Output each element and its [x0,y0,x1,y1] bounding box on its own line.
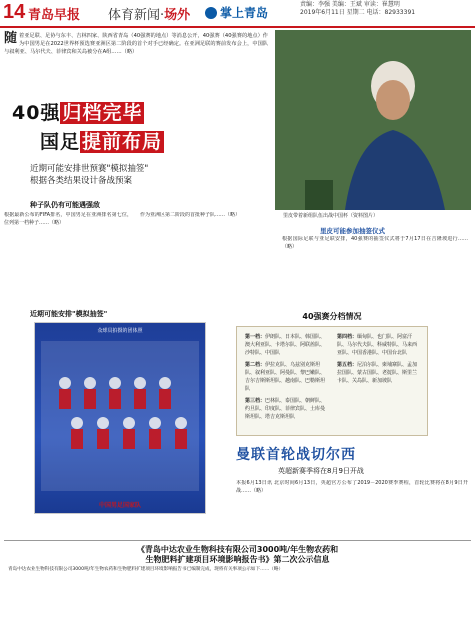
team-photo [34,322,206,514]
tier-list-left [245,333,329,421]
tier-list-right [337,333,421,385]
app-brand: 掌上青岛 [205,4,268,21]
manutd-subhead: 英超新赛季将在8月9日开战 [278,467,364,475]
section-heading: 里皮可能参加抽签仪式 [320,227,385,235]
notice-body: 青岛中达农业生物科技有限公司3000吨/年生物农药和生物肥料扩建项目环境影响报告书已编制完成，现将有关事项公示如下……（略） [8,567,284,572]
tier-item: 第五档：尼泊尔队、柬埔寨队、孟加拉国队、蒙古国队、老挝队、斯里兰卡队、关岛队、新加坡队 [337,362,418,384]
team-photo-bottom-label: 中国男足国家队 [98,502,141,509]
team-photo-top-label: 众球员拍摄的团体照 [97,328,143,334]
photo-caption: 里皮带着新组队伍出战中国杯（资料图片） [283,213,379,219]
tier-schedule-box [236,312,428,436]
public-notice [4,540,471,619]
schedule-title: 40强赛分档情况 [302,312,362,321]
editor-info: 责编：李强 美编：王斌 审读：崔慧明 2019年6月11日 星期二 电话：82933391 [300,1,416,16]
tier-item: 第四档：缅甸队、也门队、阿富汗队、马尔代夫队、科威特队、马来西亚队、中国香港队、中国台北队 [337,334,418,356]
lippi-photo [275,30,471,210]
lead-paragraph: 随 着亚足联、足协与东丰、吉林四家、陕西省青岛（40强赛的地点）等消息公开，40强赛（40强赛的地点）作为中国男足在2022世界杯预选赛亚洲区第二阶段的首个对手已经确定。在亚洲足联的赛前发布会上，中国队与叙利亚、马尔代夫、菲律宾和关岛被分在A组……（略） [4,31,268,56]
article-column: 作为亚洲区第二阶段的首批种子队……（略） [140,212,241,218]
masthead [0,0,475,28]
section-heading: 种子队仍有可能遇强敌 [30,201,100,209]
manutd-headline: 曼联首轮战切尔西 [236,447,356,463]
article-column: 根据最新公布的FIFA排名，中国男足在亚洲排名第七位，位列第一档种子……（略） [4,212,132,226]
section-title: 体育新闻·场外 [108,8,191,23]
tier-item: 第一档：伊朗队、日本队、韩国队、澳大利亚队、卡塔尔队、阿联酋队、沙特队、中国队 [245,334,326,356]
manutd-article: 本报6月13日讯 北京时间6月13日，英超官方公布了2019－2020赛季赛程，首轮比赛将在8月9日开战……（略） [236,480,468,494]
tier-item: 第三档：巴林队、泰国队、朝鲜队、约旦队、印度队、菲律宾队、土库曼斯坦队、塔吉克斯坦队 [245,398,326,420]
app-logo-icon [205,7,217,19]
dropcap: 随 [4,31,18,46]
main-headline: 40强 归档完毕 国足 提前布局 [12,102,163,153]
subheadline: 近期可能安排世预赛"模拟抽签" 根据各类结果设计备战预案 [30,164,149,186]
newspaper-logo: 青岛早报 [28,8,81,23]
tier-item: 第二档：伊拉克队、乌兹别克斯坦队、叙利亚队、阿曼队、黎巴嫩队、吉尔吉斯斯坦队、越南队、巴勒斯坦队 [245,362,326,392]
page-number: 14 [3,1,26,23]
section-heading: 近期可能安排"模拟抽签" [30,310,108,318]
article-column: 根据国际足联与亚足联安排，40强赛的抽签仪式将于7月17日在吉隆坡进行……（略） [282,236,468,250]
notice-title: 《青岛中达农业生物科技有限公司3000吨/年生物农药和 生物肥料扩建项目环境影响报告书》第二次公示信息 [136,545,339,564]
